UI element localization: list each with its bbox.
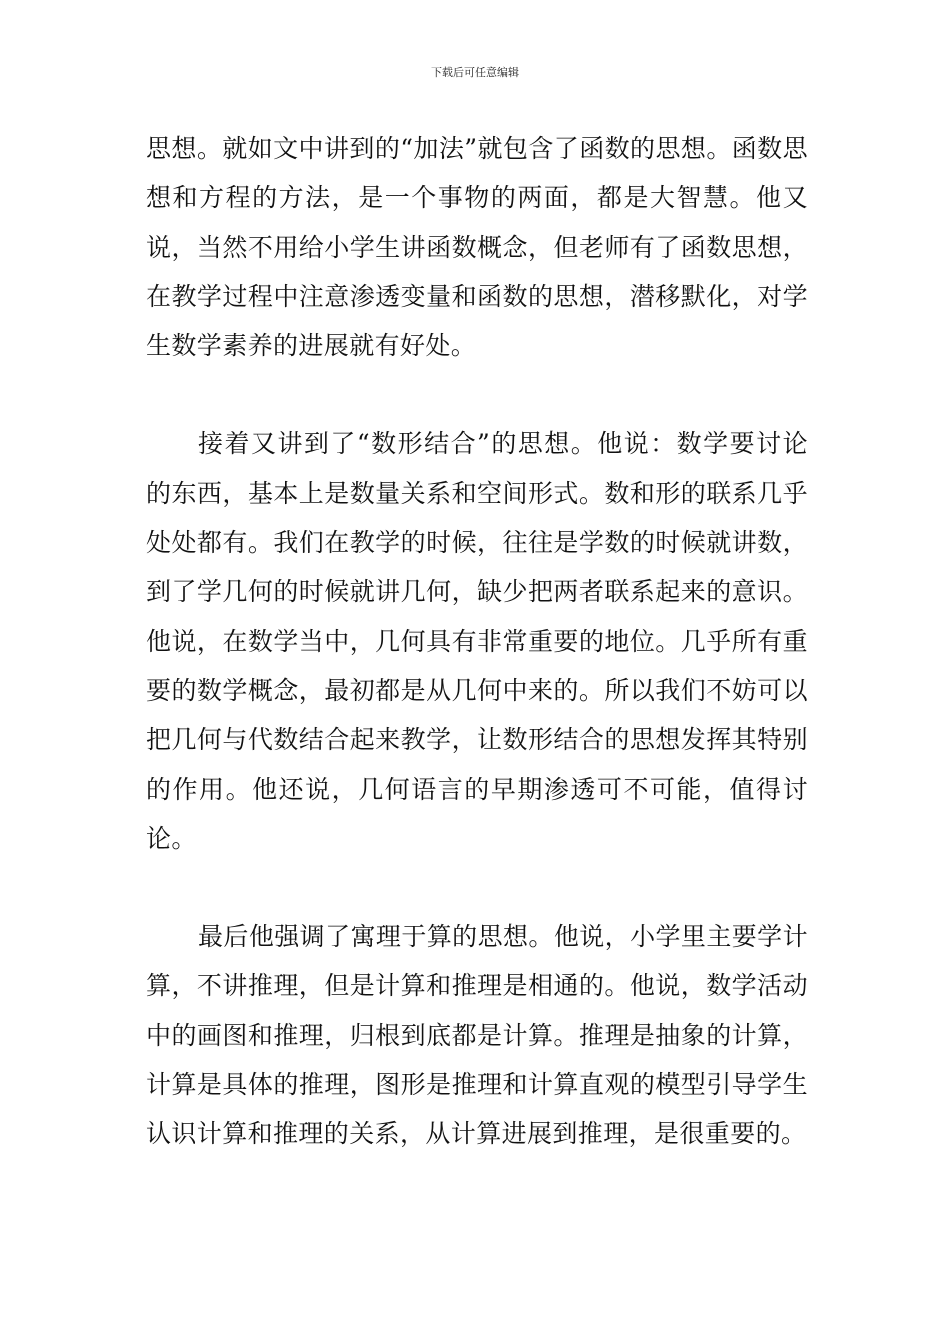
header-note: 下载后可任意编辑 — [431, 66, 519, 79]
document-body — [146, 124, 808, 1159]
paragraph-2: 接着又讲到了“数形结合”的思想。他说：数学要讨论的东西，基本上是数量关系和空间形式。数和形的联系几乎处处都有。我们在教学的时候，往往是学数的时候就讲数，到了学几何的时候就讲几何，缺少把两者联系起来的意识。他说，在数学当中，几何具有非常重要的地位。几乎所有重要的数学概念，最初都是从几何中来的。所以我们不妨可以把几何与代数结合起来教学，让数形结合的思想发挥其特别的作用。他还说，几何语言的早期渗透可不可能，值得讨论。 — [146, 429, 808, 853]
paragraph-1: 思想。就如文中讲到的“加法”就包含了函数的思想。函数思想和方程的方法，是一个事物的两面，都是大智慧。他又说，当然不用给小学生讲函数概念，但老师有了函数思想，在教学过程中注意渗透变量和函数的思想，潜移默化，对学生数学素养的进展就有好处。 — [146, 134, 808, 361]
paragraph-3: 最后他强调了寓理于算的思想。他说，小学里主要学计算，不讲推理，但是计算和推理是相通的。他说，数学活动中的画图和推理，归根到底都是计算。推理是抽象的计算，计算是具体的推理，图形是推理和计算直观的模型引导学生认识计算和推理的关系，从计算进展到推理，是很重要的。 — [146, 922, 808, 1149]
